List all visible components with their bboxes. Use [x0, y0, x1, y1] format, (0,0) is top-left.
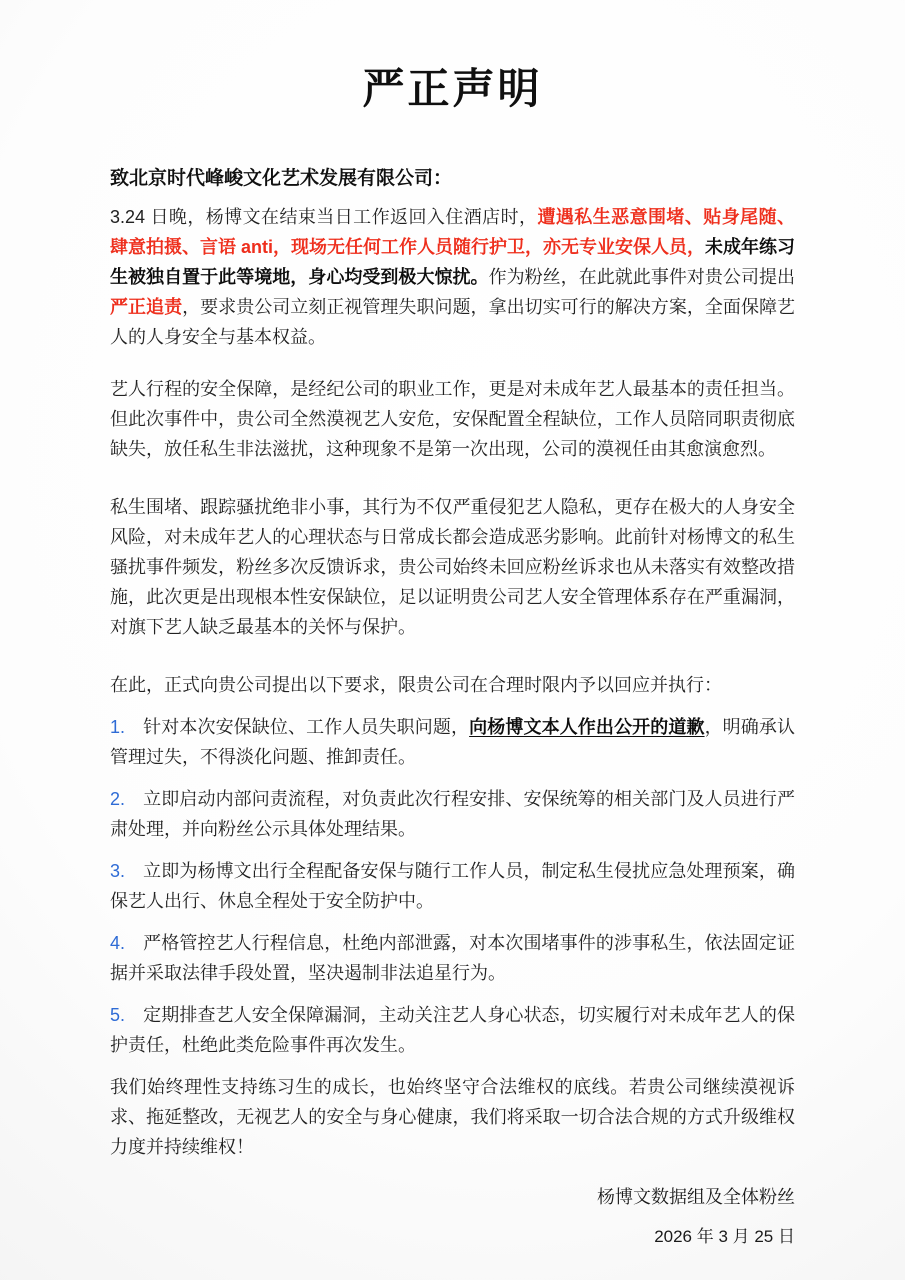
text-segment-bold-underline: 向杨博文本人作出公开的道歉: [469, 717, 705, 737]
text-segment-normal: 严格管控艺人行程信息，杜绝内部泄露，对本次围堵事件的涉事私生，依法固定证据并采取法律手段处置，坚决遏制非法追星行为。: [110, 933, 795, 983]
demand-item-1: [110, 712, 795, 772]
demand-text-5: [110, 1005, 795, 1055]
text-segment-normal: 立即启动内部问责流程，对负责此次行程安排、安保统筹的相关部门及人员进行严肃处理，并向粉丝公示具体处理结果。: [110, 789, 795, 839]
text-segment-red-bold: 严正追责: [110, 297, 183, 317]
demand-number-1: 1.: [110, 717, 126, 737]
demands-intro: 在此，正式向贵公司提出以下要求，限贵公司在合理时限内予以回应并执行：: [110, 675, 722, 695]
paragraph-responsibility: [110, 374, 795, 464]
text-segment-normal: 3.24 日晚，杨博文在结束当日工作返回入住酒店时，: [110, 207, 538, 227]
demand-text-4: [110, 933, 795, 983]
text-segment-normal: 我们始终理性支持练习生的成长，也始终坚守合法维权的底线。若贵公司继续漠视诉求、拖延整改，无视艺人的安全与身心健康，我们将采取一切合法合规的方式升级维权力度并持续维权！: [110, 1077, 795, 1157]
text-segment-normal: ，明确承认管理过失，不得淡化问题、推卸责任。: [110, 717, 796, 767]
date: 2026 年 3 月 25 日: [654, 1227, 795, 1246]
text-segment-normal: 立即为杨博文出行全程配备安保与随行工作人员，制定私生侵扰应急处理预案，确保艺人出行、休息全程处于安全防护中。: [110, 861, 795, 911]
text-segment-red-bold: 遭遇私生恶意围堵、贴身尾随、肆意拍摄、言语 anti，现场无任何工作人员随行护卫，亦无专业安保人员，: [110, 207, 795, 257]
text-segment-normal: 定期排查艺人安全保障漏洞，主动关注艺人身心状态，切实履行对未成年艺人的保护责任，杜绝此类危险事件再次发生。: [110, 1005, 795, 1055]
paragraph-closing: [110, 1072, 795, 1162]
demand-text-1: [110, 717, 795, 767]
document-title: 严正声明: [362, 65, 543, 112]
text-segment-normal: 针对本次安保缺位、工作人员失职问题，: [143, 717, 470, 737]
text-segment-normal: ，要求贵公司立刻正视管理失职问题，拿出切实可行的解决方案，全面保障艺人的人身安全与基本权益。: [110, 297, 795, 347]
demand-text-2: [110, 789, 795, 839]
demand-item-3: [110, 856, 795, 916]
demand-text-3: [110, 861, 795, 911]
text-segment-normal: 私生围堵、跟踪骚扰绝非小事，其行为不仅严重侵犯艺人隐私，更存在极大的人身安全风险，对未成年艺人的心理状态与日常成长都会造成恶劣影响。此前针对杨博文的私生骚扰事件频发，粉丝多次反馈诉求，贵公司始终未回应粉丝诉求也从未落实有效整改措施，此次更是出现根本性安保缺位，足以证明贵公司艺人安全管理体系存在严重漏洞，对旗下艺人缺乏最基本的关怀与保护。: [110, 497, 795, 637]
demand-item-4: [110, 928, 795, 988]
text-segment-bold: 未成年练习生被独自置于此等境地，身心均受到极大惊扰。: [110, 237, 795, 287]
paragraph-incident: [110, 202, 795, 352]
demand-item-2: [110, 784, 795, 844]
demand-item-5: [110, 1000, 795, 1060]
signature: 杨博文数据组及全体粉丝: [597, 1187, 795, 1207]
salutation: 致北京时代峰峻文化艺术发展有限公司：: [110, 168, 453, 189]
paragraph-risk: [110, 492, 795, 642]
demand-number-2: 2.: [110, 789, 126, 809]
demand-number-4: 4.: [110, 933, 126, 953]
demand-number-5: 5.: [110, 1005, 126, 1025]
text-segment-normal: 作为粉丝，在此就此事件对贵公司提出: [488, 267, 796, 287]
text-segment-normal: 艺人行程的安全保障，是经纪公司的职业工作，更是对未成年艺人最基本的责任担当。但此次事件中，贵公司全然漠视艺人安危，安保配置全程缺位，工作人员陪同职责彻底缺失，放任私生非法滋扰，这种现象不是第一次出现，公司的漠视任由其愈演愈烈。: [110, 379, 795, 459]
demand-number-3: 3.: [110, 861, 126, 881]
